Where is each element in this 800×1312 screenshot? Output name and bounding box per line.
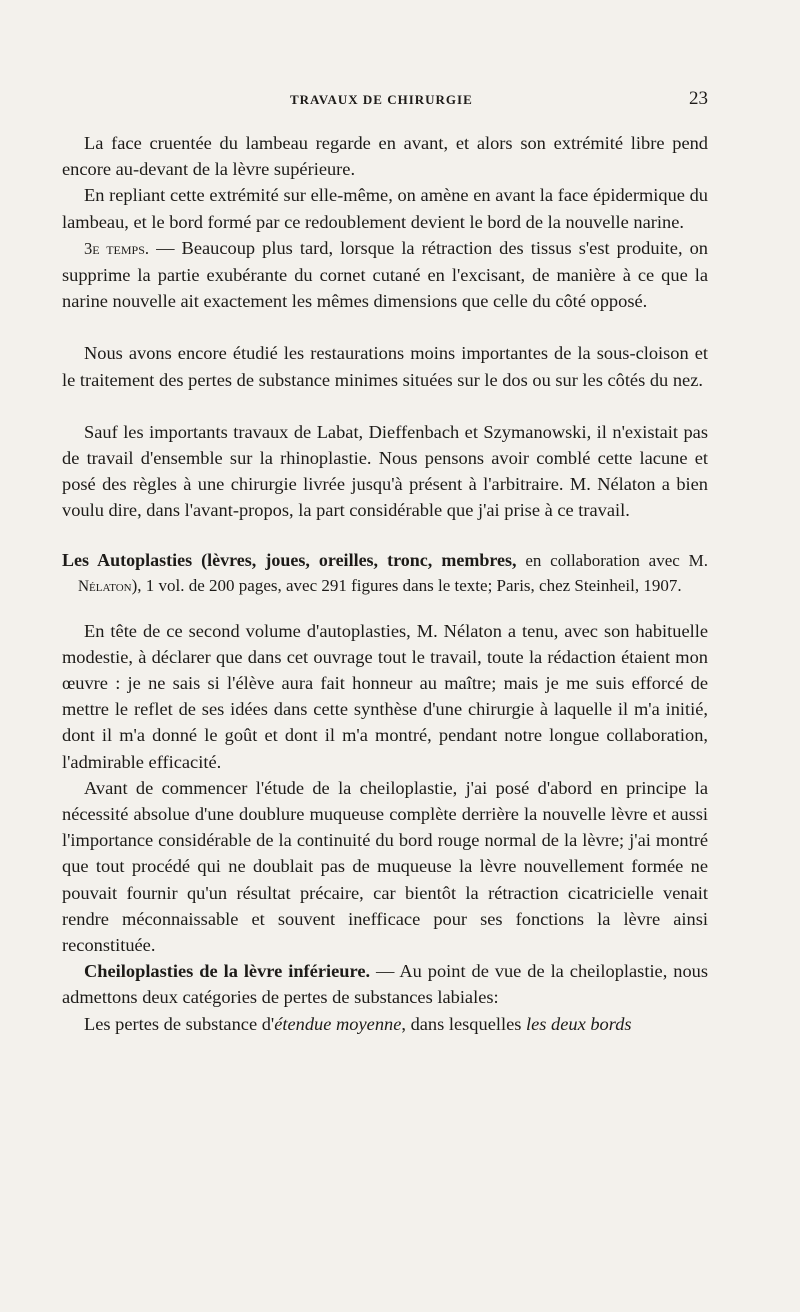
paragraph-6: En tête de ce second volume d'autoplasties, M. Nélaton a tenu, avec son habituelle modestie, à déclarer que dans cet ouvrage tout le travail, toute la rédaction étaient mon œuvre : je ne sais si l'élève aura fait honneur au maître; mais je me suis efforcé de mettre le reflet de ses idées dans cette synthèse d'une chirurgie à laquelle il m'a initié, dont il m'a donné le goût et dont il m'a montré, pendant notre longue collaboration, l'admirable efficacité. — [62, 620, 708, 772]
paragraph-7: Avant de commencer l'étude de la cheiloplastie, j'ai posé d'abord en principe la nécessité absolue d'une doublure muqueuse complète derrière la nouvelle lèvre et aussi l'importance considérable de la continuité du bord rouge normal de la lèvre; j'ai montré que tout procédé qui ne doublait pas de muqueuse la lèvre nouvellement formée ne pouvait fournir qu'un résultat précaire, car bientôt la rétraction cicatricielle venait rendre méconnaissable et souvent inefficace pour ses fonctions la lèvre ainsi reconstituée. — [62, 777, 708, 956]
bibliography-text-after-author: ), 1 vol. de 200 pages, avec 291 figures dans le texte; Paris, chez Steinheil, 1907. — [131, 576, 682, 596]
paragraph-2: En repliant cette extrémité sur elle-même, on amène en avant la face épidermique du lambeau, et le bord formé par ce redoublement devient le bord de la nouvelle narine. — [62, 185, 708, 232]
bibliography-text-before-author: en collaboration avec M. — [516, 550, 708, 570]
paragraph-9 — [62, 1011, 708, 1037]
italic-term-2: les deux bords — [526, 1013, 632, 1034]
paragraph-4: Nous avons encore étudié les restaurations moins importantes de la sous-cloison et le traitement des pertes de substance minimes situées sur le dos ou sur les côtés du nez. — [62, 343, 708, 390]
paragraph-9-start: Les pertes de substance d' — [84, 1013, 275, 1034]
body-text — [62, 130, 708, 1037]
paragraph-1: La face cruentée du lambeau regarde en avant, et alors son extrémité libre pend encore au-devant de la lèvre supérieure. — [62, 133, 708, 180]
step-label: 3e temps. — [84, 238, 150, 258]
italic-term-1: étendue moyenne — [274, 1013, 402, 1034]
paragraph-8 — [62, 958, 708, 1010]
paragraph-9-middle: , dans lesquelles — [401, 1013, 526, 1034]
bibliography-entry — [62, 548, 708, 600]
bibliography-author: Nélaton — [78, 578, 132, 596]
section-heading: Cheiloplasties de la lèvre inférieure. — [84, 961, 371, 982]
page-number: 23 — [689, 88, 708, 109]
paragraph-8-text: — Au point de vue de la cheiloplastie, nous admettons deux catégories de pertes de substances labiales: — [62, 961, 708, 1008]
page-header — [62, 88, 708, 114]
running-title: TRAVAUX DE CHIRURGIE — [290, 92, 473, 107]
paragraph-3-text: — Beaucoup plus tard, lorsque la rétraction des tissus s'est produite, on supprime la partie exubérante du cornet cutané en l'excisant, de manière à ce que la narine nouvelle ait exactement les mêmes dimensions que celle du côté opposé. — [62, 237, 708, 312]
paragraph-3 — [62, 235, 708, 315]
paragraph-5: Sauf les importants travaux de Labat, Dieffenbach et Szymanowski, il n'existait pas de travail d'ensemble sur la rhinoplastie. Nous pensons avoir comblé cette lacune et posé des règles à une chirurgie livrée jusqu'à présent à l'arbitraire. M. Nélaton a bien voulu dire, dans l'avant-propos, la part considérable que j'ai prise à ce travail. — [62, 421, 708, 521]
bibliography-title: Les Autoplasties (lèvres, joues, oreilles, tronc, membres, — [62, 549, 517, 570]
